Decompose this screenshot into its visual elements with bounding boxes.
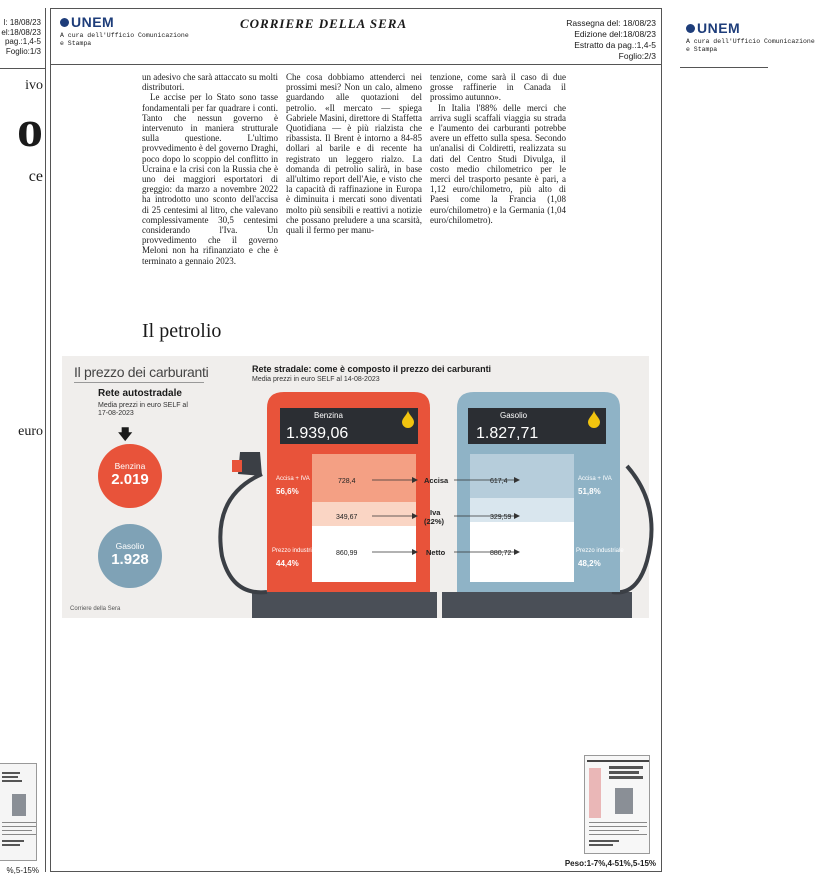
highway-gasolio-circle: Gasolio 1.928 xyxy=(98,524,162,588)
highway-benzina-circle: Benzina 2.019 xyxy=(98,444,162,508)
left-meta-line: Foglio:1/3 xyxy=(5,46,41,56)
press-meta xyxy=(566,18,656,62)
logo-dot-icon xyxy=(686,24,695,33)
benzina-prezzo-pct: 44,4% xyxy=(276,559,299,568)
paragraph: In Italia l'88% delle merci che arriva sugli scaffali viaggia su strada e l'aumento dei carburanti potrebbe avere un effetto sulla spesa. Secondo un'analisi di Coldiretti, realizzata su dati del Centro Studi Divulga, il costo medio chilometrico per le merci del trasporto pesante è pari, a 1,12 euro/chilometro, più alto di Paesi come la Francia (1,08 euro/chilometro) e la Germania (1,04 euro/chilometro). xyxy=(430,102,566,225)
gasolio-label: Gasolio xyxy=(500,411,528,420)
benzina-bar-iva xyxy=(312,502,416,526)
left-meta-line: pag.:1,4-5 xyxy=(4,37,41,46)
benzina-label: Benzina xyxy=(314,411,343,420)
benzina-nozzle-grip xyxy=(232,460,242,472)
gasolio-pump-base xyxy=(442,592,632,618)
fuel-price-infographic xyxy=(62,356,649,618)
meta-line: Edizione del:18/08/23 xyxy=(574,29,656,39)
benzina-hose xyxy=(220,474,267,592)
benzina-netto-value: 860,99 xyxy=(336,550,358,557)
benzina-total: 1.939,06 xyxy=(286,425,349,442)
benzina-bar-netto xyxy=(312,526,416,582)
row-label-accisa: Accisa xyxy=(424,476,449,485)
benzina-bar-accisa xyxy=(312,454,416,502)
left-page-fragment: ce xyxy=(28,168,43,185)
gasolio-prezzo-pct: 48,2% xyxy=(578,559,601,568)
paragraph: tenzione, come sarà il caso di due grosse raffinerie in Canada il prossimo autunno». xyxy=(430,72,566,103)
section-subhead: Il petrolio xyxy=(142,320,222,342)
left-page-weight: %,5-15% xyxy=(6,866,39,875)
gasolio-accisa-value: 617,4 xyxy=(490,478,508,485)
benzina-prezzo-label: Prezzo industriale xyxy=(272,548,320,554)
infographic-credit: Corriere della Sera xyxy=(70,606,121,612)
right-unem-logo: UNEM xyxy=(686,20,740,36)
left-page-frame xyxy=(0,8,46,875)
rete-autostradale-subtitle: Media prezzi in euro SELF al 17-08-2023 xyxy=(98,402,188,417)
gasolio-iva-value: 329,59 xyxy=(490,514,512,521)
left-page-rule xyxy=(0,68,45,69)
benzina-pump-base xyxy=(252,592,437,618)
left-page-thumbnail[interactable] xyxy=(0,763,37,861)
unem-logo: UNEM xyxy=(60,14,114,30)
logo-dot-icon xyxy=(60,18,69,27)
header-rule xyxy=(51,64,661,65)
left-meta-line: el:18/08/23 xyxy=(1,27,41,37)
article-column-2 xyxy=(286,72,422,235)
masthead: CORRIERE DELLA SERA xyxy=(240,16,408,31)
row-label-iva-pct: (22%) xyxy=(424,517,445,526)
row-label-netto: Netto xyxy=(426,548,446,557)
meta-line: Foglio:2/3 xyxy=(618,51,656,61)
paragraph: Che cosa dobbiamo attenderci nei prossimi mesi? Non un calo, almeno guardando alle quotazioni del petrolio. «Il mercato — spiega Gabriele Masini, direttore di Staffetta Quotidiana — è più rialzista che ribassista. Il Brent è intorno a 84-85 dollari al barile e di recente ha registrato un leggero rialzo. La domanda di petrolio salirà, in base all'ultimo report dell'Aie, e visto che la capacità di raffinazione in Europa è diminuita i mercati sono diventati molto più sensibili e reattivi a notizie che possano preludere a una scarsità, quali il fermo per manu- xyxy=(286,72,422,236)
row-label-iva: Iva xyxy=(430,508,441,517)
left-page-fragment: ivo xyxy=(25,78,43,93)
gasolio-bar-iva xyxy=(470,498,574,522)
rete-stradale-subtitle: Media prezzi in euro SELF al 14-08-2023 xyxy=(252,376,380,383)
gasolio-bar-accisa xyxy=(470,454,574,498)
right-unem-subtitle: A cura dell'Ufficio Comunicazione e Stampa xyxy=(686,38,815,53)
left-meta-line: l: 18/08/23 xyxy=(3,18,41,27)
fuel-pumps-diagram xyxy=(62,356,649,618)
arrow-down-icon: 🡇 xyxy=(118,426,133,442)
benzina-accisa-iva-label: Accisa + IVA xyxy=(276,476,310,482)
unem-subtitle: A cura dell'Ufficio Comunicazione e Stampa xyxy=(60,32,189,47)
left-page-fragment: o xyxy=(17,101,43,158)
infographic-title: Il prezzo dei carburanti xyxy=(74,364,209,380)
page-thumbnail[interactable] xyxy=(584,755,650,854)
left-page-meta xyxy=(1,18,41,56)
meta-line: Rassegna del: 18/08/23 xyxy=(566,18,656,28)
gasolio-accisa-iva-label: Accisa + IVA xyxy=(578,476,612,482)
article-column-3 xyxy=(430,72,566,225)
left-page-fragment: euro xyxy=(18,424,43,439)
gasolio-netto-value: 880,72 xyxy=(490,550,512,557)
gasolio-total: 1.827,71 xyxy=(476,425,539,442)
rete-autostradale-title: Rete autostradale xyxy=(98,388,182,399)
benzina-accisa-iva-pct: 56,6% xyxy=(276,487,299,496)
meta-line: Estratto da pag.:1,4-5 xyxy=(574,40,656,50)
rete-stradale-title: Rete stradale: come è composto il prezzo dei carburanti xyxy=(252,364,492,374)
benzina-iva-value: 349,67 xyxy=(336,514,358,521)
paragraph: Le accise per lo Stato sono tasse fondamentali per far quadrare i conti. Tanto che nessun governo è intervenuto in maniera strutturale sulla questione. L'ultimo provvedimento è del governo Draghi, poco dopo lo scoppio del conflitto in Ucraina e la crisi con la Russia che è uno dei maggiori esportatori di greggio: da marzo a novembre 2022 ha introdotto uno sconto dell'accisa di 25 centesimi al litro, che valevano complessivamente 30,5 centesimi considerando l'Iva. Un provvedimento che il governo Meloni non ha rifinanziato e che è terminato a gennaio 2023. xyxy=(142,92,278,266)
benzina-accisa-value: 728,4 xyxy=(338,478,356,485)
gasolio-prezzo-label: Prezzo industriale xyxy=(576,548,624,554)
article-column-1 xyxy=(142,72,278,266)
page-weight: Peso:1-7%,4-51%,5-15% xyxy=(564,859,656,868)
paragraph: un adesivo che sarà attaccato su molti distributori. xyxy=(142,72,278,93)
gasolio-accisa-iva-pct: 51,8% xyxy=(578,487,601,496)
